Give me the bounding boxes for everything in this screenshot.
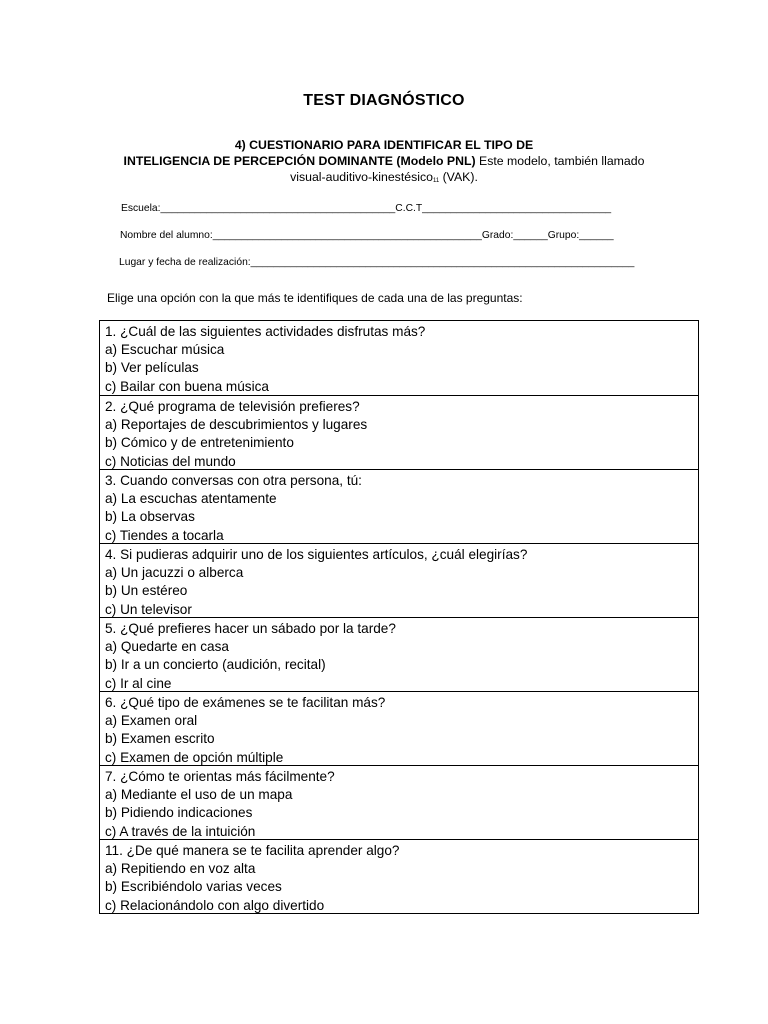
header-line-3: [0, 169, 768, 188]
question-box: [100, 395, 698, 469]
option-c[interactable]: c) Ir al cine: [105, 675, 172, 691]
option-a[interactable]: a) Escuchar música: [105, 342, 225, 358]
escuela-field[interactable]: Escuela:_________________________________________C.C.T_________________________________: [121, 203, 612, 214]
option-a[interactable]: a) Reportajes de descubrimientos y lugares: [105, 417, 368, 433]
option-a[interactable]: a) La escuchas atentamente: [105, 491, 277, 507]
questions-table: [99, 320, 699, 914]
question-box: [100, 691, 698, 765]
header-line-2-rest: Este modelo, también llamado: [475, 154, 645, 168]
header-line-2: [0, 153, 768, 169]
option-a[interactable]: a) Examen oral: [105, 713, 198, 729]
option-b[interactable]: b) Examen escrito: [105, 731, 215, 747]
option-c[interactable]: c) Relacionándolo con algo divertido: [105, 897, 325, 913]
question-text: 2. ¿Qué programa de televisión prefieres?: [105, 399, 360, 414]
header-line-3-pre: visual-auditivo-kinestésico: [290, 170, 433, 184]
alumno-field[interactable]: Nombre del alumno:_______________________________________________Grado:______Grupo:______: [120, 230, 614, 241]
question-text: 4. Si pudieras adquirir uno de los siguientes artículos, ¿cuál elegirías?: [105, 547, 528, 562]
option-b[interactable]: b) Cómico y de entretenimiento: [105, 435, 294, 451]
option-c[interactable]: c) Examen de opción múltiple: [105, 749, 284, 765]
option-c[interactable]: c) Noticias del mundo: [105, 453, 236, 469]
document-title: TEST DIAGNÓSTICO: [303, 92, 465, 109]
option-b[interactable]: b) Ver películas: [105, 360, 199, 376]
question-text: 11. ¿De qué manera se te facilita aprender algo?: [105, 843, 400, 858]
option-a[interactable]: a) Un jacuzzi o alberca: [105, 565, 244, 581]
option-c[interactable]: c) Un televisor: [105, 601, 192, 617]
lugar-fecha-field[interactable]: Lugar y fecha de realización:___________________________________________________________________: [119, 257, 635, 268]
option-b[interactable]: b) Escribiéndolo varias veces: [105, 879, 282, 895]
question-text: 1. ¿Cuál de las siguientes actividades disfrutas más?: [105, 324, 426, 339]
header-line-3-post: (VAK).: [439, 170, 478, 184]
question-text: 5. ¿Qué prefieres hacer un sábado por la tarde?: [105, 621, 396, 636]
footnote-ref: 11: [432, 178, 440, 184]
option-b[interactable]: b) Pidiendo indicaciones: [105, 805, 253, 821]
option-c[interactable]: c) A través de la intuición: [105, 823, 256, 839]
question-box: [100, 543, 698, 617]
option-a[interactable]: a) Repitiendo en voz alta: [105, 861, 256, 877]
question-box: [100, 469, 698, 543]
option-a[interactable]: a) Mediante el uso de un mapa: [105, 787, 293, 803]
question-box: [100, 839, 698, 913]
option-c[interactable]: c) Tiendes a tocarla: [105, 527, 224, 543]
instruction-text: Elige una opción con la que más te identifiques de cada una de las preguntas:: [107, 291, 523, 305]
question-text: 3. Cuando conversas con otra persona, tú:: [105, 473, 362, 488]
question-box: [100, 765, 698, 839]
option-b[interactable]: b) La observas: [105, 509, 195, 525]
questionnaire-header: [0, 137, 768, 188]
question-box: [100, 321, 698, 395]
option-a[interactable]: a) Quedarte en casa: [105, 639, 229, 655]
option-b[interactable]: b) Ir a un concierto (audición, recital): [105, 657, 326, 673]
question-text: 6. ¿Qué tipo de exámenes se te facilitan más?: [105, 695, 386, 710]
header-line-1: [0, 137, 768, 153]
question-box: [100, 617, 698, 691]
option-b[interactable]: b) Un estéreo: [105, 583, 188, 599]
question-text: 7. ¿Cómo te orientas más fácilmente?: [105, 769, 335, 784]
header-line-1-text: 4) CUESTIONARIO PARA IDENTIFICAR EL TIPO DE: [234, 138, 534, 152]
option-c[interactable]: c) Bailar con buena música: [105, 378, 269, 394]
header-line-2-bold: INTELIGENCIA DE PERCEPCIÓN DOMINANTE (Modelo PNL): [123, 154, 476, 168]
